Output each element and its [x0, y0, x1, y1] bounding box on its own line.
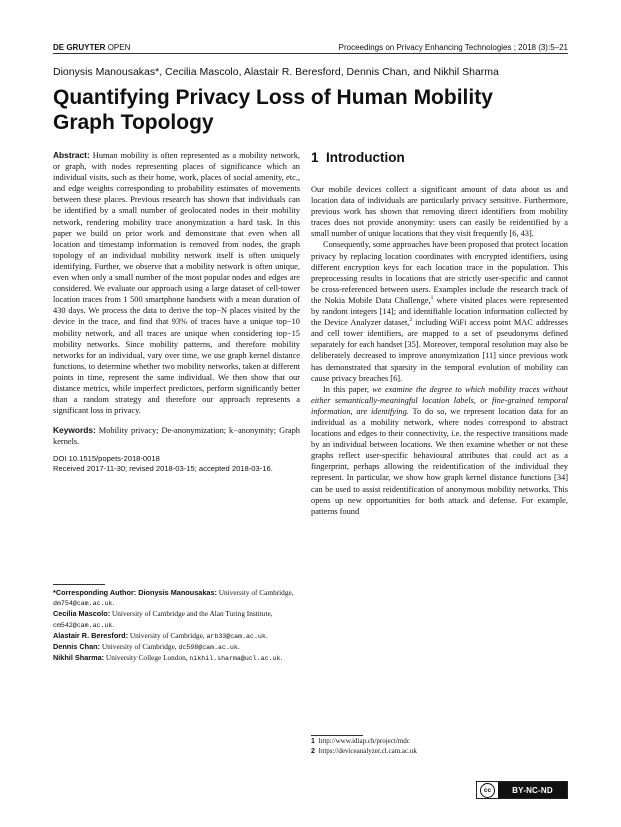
- authors: Dionysis Manousakas*, Cecilia Mascolo, Alastair R. Beresford, Dennis Chan, and Nikhil Sharma: [53, 66, 499, 78]
- cc-license-badge[interactable]: [476, 781, 568, 799]
- affiliation-tail: .: [237, 642, 240, 652]
- running-header: [53, 38, 568, 52]
- affiliation-label: Alastair R. Beresford:: [53, 630, 129, 640]
- keywords-label: Keywords:: [53, 425, 96, 436]
- header-rule: [53, 53, 568, 54]
- correspondence-rule: [53, 584, 105, 585]
- keywords-text: Mobility privacy; De-anonymization; k−anonymity; Graph kernels.: [53, 426, 300, 447]
- footnote-rule: [311, 735, 363, 736]
- abstract-label: Abstract:: [53, 150, 90, 160]
- author-affiliation: [53, 588, 300, 609]
- affiliation-label: Nikhil Sharma:: [53, 653, 105, 663]
- author-affiliation: [53, 631, 300, 642]
- abstract: [53, 150, 300, 416]
- affiliation-text: University of Cambridge,: [128, 630, 207, 640]
- publisher-rest: OPEN: [107, 43, 131, 52]
- paragraph-text: To do so, we represent location data for an individual as a mobility network, where nodes correspond to abstract locations and edges to their connectivity, i.e. the respective transitions made by an individual between locations. We then examine whether or not these graphs reflect user-specific behavioural attributes that could act as a fingerprint, perhaps allowing the reidentification of the individual they represent. In particular, we show how graph kernel distance functions [34] can be used to assist reidentification of anonymous mobility networks. This opens up new opportunities for both attack and defense. For example, patterns found: [311, 406, 568, 516]
- affiliation-label: Cecilia Mascolo:: [53, 609, 111, 619]
- author-email: nikhil.sharma@ucl.ac.uk: [189, 655, 281, 663]
- affiliation-text: University of Cambridge,: [216, 588, 294, 597]
- affiliation-text: University of Cambridge and the Alan Turing Institute,: [110, 609, 273, 619]
- journal-info: Proceedings on Privacy Enhancing Technologies ; 2018 (3):5–21: [338, 43, 568, 52]
- footnote: [311, 747, 568, 757]
- intro-paragraph: Our mobile devices collect a significant amount of data about us and location data of individuals are particularly privacy sensitive. Furthermore, previous work has shown that removing direct identifiers from mobility traces does not provide anonymity: users can easily be reidentified by a small number of unique locations that they visit frequently [6, 43].: [311, 185, 568, 239]
- right-column: [311, 150, 568, 517]
- footnotes: [311, 737, 568, 756]
- author-affiliation: [53, 642, 300, 653]
- section-title: Introduction: [326, 150, 405, 165]
- doi: DOI 10.1515/popets-2018-0018: [53, 454, 160, 464]
- publisher: [53, 43, 130, 52]
- creative-commons-icon: cc: [480, 783, 495, 798]
- correspondence: [53, 588, 300, 664]
- footnote-link[interactable]: http://www.idiap.ch/project/mdc: [318, 737, 410, 745]
- author-email: dc598@cam.ac.uk: [178, 644, 238, 652]
- intro-paragraph: [311, 384, 568, 517]
- paper-title: Quantifying Privacy Loss of Human Mobility Graph Topology: [53, 86, 493, 134]
- received-dates: Received 2017-11-30; revised 2018-03-15; accepted 2018-03-16.: [53, 464, 273, 474]
- section-number: 1: [311, 150, 319, 165]
- author-email: arb33@cam.ac.uk: [206, 632, 266, 640]
- author-email: dm754@cam.ac.uk: [53, 600, 113, 608]
- paragraph-text: including WiFi access point MAC addresses and cell tower identifiers, are mapped to a set of pseudonyms defined separately for each handset [35]. Moreover, temporal resolution may also be deliberately decreased to improve anonymization [11] since previous work has demonstrated that sparsity in the temporal evolution of mobility can cause privacy breaches [6].: [311, 318, 568, 383]
- footnote-number: 1: [311, 738, 315, 745]
- section-heading: [311, 150, 568, 166]
- affiliation-text: University of Cambridge,: [100, 642, 179, 652]
- affiliation-tail: .: [112, 598, 115, 608]
- affiliation-tail: .: [265, 630, 268, 640]
- intro-paragraph: [311, 239, 568, 383]
- license-label: BY-NC-ND: [498, 782, 567, 798]
- affiliation-tail: .: [280, 653, 283, 663]
- paragraph-text: where visited places were represented by random integers [14]; and identifiable location information collected by the Device Analyzer dataset,: [311, 295, 569, 328]
- footnote-link[interactable]: https://deviceanalyzer.cl.cam.ac.uk: [318, 746, 417, 755]
- author-email: cm542@cam.ac.uk: [53, 621, 113, 629]
- affiliation-label: *Corresponding Author: Dionysis Manousakas:: [53, 588, 217, 597]
- emphasis-text: we examine the degree to which mobility traces without either semantically-meaningful location labels, or fine-grained temporal information, are identifying.: [311, 384, 568, 416]
- footnote-ref: 2: [409, 317, 413, 324]
- author-affiliation: [53, 609, 300, 630]
- paragraph-text: Consequently, some approaches have been proposed that protect location privacy by replacing location coordinates with encrypted identifiers, using different encryption keys for each location trace in the population. This preprocessing results in locations that are strictly user-specific and cannot be cross-referenced between users. Examples include the research track of the Nokia Mobile Data Challenge,: [311, 240, 568, 305]
- footnote-number: 2: [311, 747, 315, 755]
- affiliation-label: Dennis Chan:: [53, 642, 101, 652]
- left-column: [53, 150, 300, 474]
- footnote-ref: 1: [430, 295, 434, 302]
- affiliation-tail: .: [112, 619, 115, 629]
- keywords: [53, 425, 300, 447]
- author-affiliation: [53, 653, 300, 664]
- publisher-bold: DE GRUYTER: [53, 43, 106, 52]
- abstract-text: Human mobility is often represented as a mobility network, or graph, with nodes representing places of significance which an individual visits, such as their home, work, places of social amenity, etc., and edge weights corresponding to probability estimates of movements between these places. Previous research has shown that individuals can be identified by a small number of geolocated nodes in their mobility network, rendering mobility trace anonymization a hard task. In this paper we build on prior work and demonstrate that even when all location and timestamp information is removed from nodes, the graph topology of an individual mobility network itself is often uniquely identifying. Further, we observe that a mobility network is often unique, even when only a small number of the most popular nodes and edges are considered. We evaluate our approach using a large dataset of cell-tower location traces from 1 500 smartphone handsets with a mean duration of 430 days. We process the data to derive the top−N places visited by the device in the trace, and find that 93% of traces have a unique top−10 mobility network, and all traces are unique when considering top−15 mobility networks. Since mobility patterns, and therefore mobility networks for an individual, vary over time, we use graph kernel distance functions, to determine whether two mobility networks, taken at different points in time, represent the same individual. We then show that our distance metrics, while imperfect predictors, perform significantly better than a random strategy and therefore our approach represents a significant loss in privacy.: [53, 151, 301, 416]
- footnote: [311, 737, 568, 747]
- paragraph-text: In this paper,: [323, 384, 373, 394]
- affiliation-text: University College London,: [104, 653, 190, 663]
